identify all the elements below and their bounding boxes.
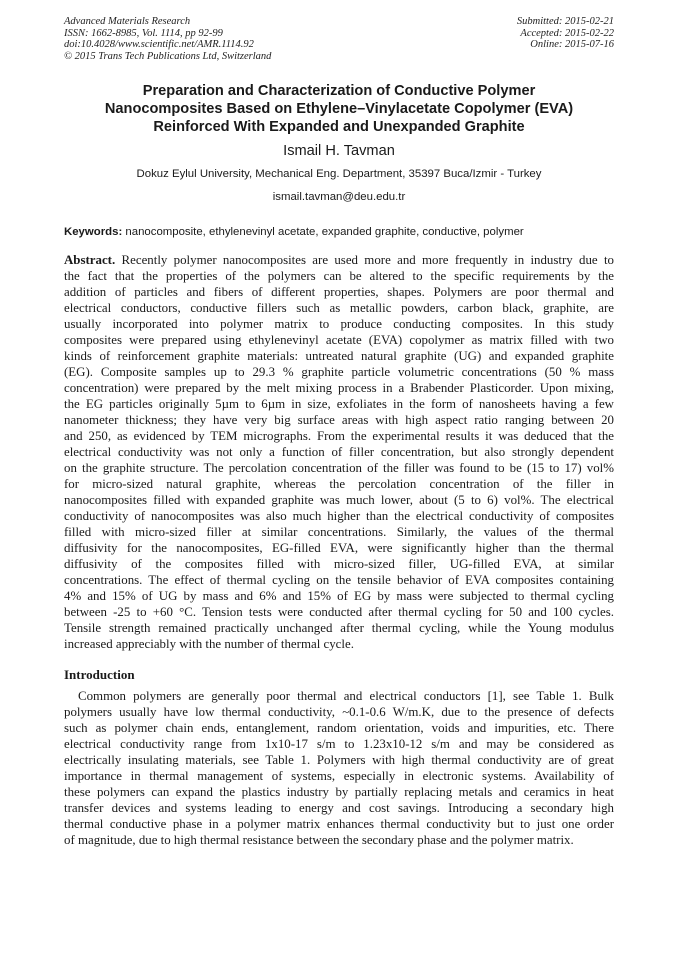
intro-line: such as polymer chain ends, entanglement, random orientation, voids and impurities, etc. There xyxy=(64,721,614,735)
journal-issn: ISSN: 1662-8985, Vol. 1114, pp 92-99 xyxy=(64,27,223,39)
abstract-line: addition of particles and fibers of different properties, shapes. Polymers are poor thermal and xyxy=(64,285,614,299)
abstract-line: between -25 to +60 °C. Tension tests were conducted after thermal cycling for 50 and 100 cycles. xyxy=(64,605,614,619)
intro-line: of magnitude, due to high thermal resistance between the secondary phase and the polymer matrix. xyxy=(64,833,574,847)
title-line: Nanocomposites Based on Ethylene–Vinylacetate Copolymer (EVA) xyxy=(104,101,574,117)
abstract-line: nanocomposites filled with expanded graphite was much lower, about (5 to 6) vol%. The electrical xyxy=(64,493,614,507)
abstract-line: diffusivity for the nanocomposites, EG-filled EVA, were significantly higher than the thermal xyxy=(64,541,614,555)
journal-header xyxy=(64,16,271,62)
intro-line: electrically insulating materials, see Table 1. Polymers with high thermal conductivity are of great xyxy=(64,753,614,767)
abstract-line: 4% and 15% of UG by mass and 6% and 15% of EG by mass were subjected to thermal cycling xyxy=(64,589,614,603)
intro-line: thermal conductive phase in a polymer matrix enhances thermal conductivity but to just one order xyxy=(64,817,614,831)
abstract-line: the EG particles originally 5µm to 6µm in size, exfoliates in the form of nanosheets having a few xyxy=(64,397,614,411)
abstract-line: electrical conductivity was not only a function of filler concentration, but also strongly dependent xyxy=(64,445,614,459)
keywords-label: Keywords: xyxy=(64,226,123,238)
submitted-date: Submitted: 2015-02-21 xyxy=(516,16,614,27)
journal-name: Advanced Materials Research xyxy=(64,16,191,27)
introduction-heading: Introduction xyxy=(64,667,135,682)
abstract-line: (EG). Composite samples up to 29.3 % graphite particle volumetric concentrations (50 % mass xyxy=(64,365,614,379)
introduction-text xyxy=(64,688,614,848)
abstract-label: Abstract. xyxy=(64,253,116,267)
author-email-link[interactable]: ismail.tavman@deu.edu.tr xyxy=(272,191,406,203)
author-email-line xyxy=(40,190,638,204)
accepted-date: Accepted: 2015-02-22 xyxy=(520,27,614,39)
abstract-line: electrical conductors, conductive fillers such as metallic powders, carbon black, graphite, are xyxy=(64,301,614,315)
online-date: Online: 2015-07-16 xyxy=(530,39,614,51)
abstract-line: for micro-sized natural graphite, whereas the percolation concentration of the filler in xyxy=(64,477,614,491)
abstract-line: composites were prepared using ethylenevinyl acetate (EVA) copolymer as matrix filled with two xyxy=(64,333,614,347)
submission-dates xyxy=(517,16,614,51)
title-line: Preparation and Characterization of Conductive Polymer xyxy=(142,83,536,99)
abstract-line: increased appreciably with the number of thermal cycle. xyxy=(64,637,354,651)
abstract-line: concentration) were prepared by the melt mixing process in a Brabender Plasticorder. Upon mixing, xyxy=(64,381,614,395)
intro-line: electrical conductivity range from 1x10-17 s/m to 1.23x10-12 s/m and may be considered as xyxy=(64,737,614,751)
author-affiliation: Dokuz Eylul University, Mechanical Eng. Department, 35397 Buca/Izmir - Turkey xyxy=(136,168,542,180)
journal-doi: doi:10.4028/www.scientific.net/AMR.1114.92 xyxy=(64,39,254,51)
abstract-line: Tensile strength remained practically unchanged after thermal cycling, while the Young modulus xyxy=(64,621,614,635)
abstract-line: filled with micro-sized filler at similar concentrations. Similarly, the values of the thermal xyxy=(64,525,614,539)
abstract-line: Abstract. Recently polymer nanocomposites are used more and more frequently in industry due to xyxy=(64,253,614,267)
keywords-text: nanocomposite, ethylenevinyl acetate, expanded graphite, conductive, polymer xyxy=(125,226,524,238)
paper-title xyxy=(40,82,638,136)
intro-line: Common polymers are generally poor thermal and electrical conductors [1], see Table 1. Bulk xyxy=(78,689,614,703)
title-line: Reinforced With Expanded and Unexpanded Graphite xyxy=(153,119,525,135)
abstract-line: kinds of reinforcement graphite materials: untreated natural graphite (UG) and expanded graphite xyxy=(64,349,614,363)
intro-line: importance in thermal management of systems, especially in electronic systems. Availability of xyxy=(64,769,614,783)
keywords xyxy=(64,225,624,239)
intro-line: polymers usually have low thermal conductivity, ~0.1-0.6 W/m.K, due to the presence of defects xyxy=(64,705,614,719)
abstract-line: the fact that the properties of the polymers can be altered to the specific requirements by the xyxy=(64,269,614,283)
abstract-line: conductivity of nanocomposites was also much higher than the electrical conductivity of composites xyxy=(64,509,614,523)
abstract-line: on the graphite structure. The percolation concentration of the filler was found to be (15 to 17) vol% xyxy=(64,461,614,475)
author-name: Ismail H. Tavman xyxy=(283,143,395,159)
intro-line: transfer devices and systems leading to energy and cost savings. Introducing a secondary high xyxy=(64,801,614,815)
abstract-line: and 250, as evidenced by TEM micrographs. From the experimental results it was deduced that the xyxy=(64,429,614,443)
abstract-line: diffusivity of the composites filled with micro-sized filler, UG-filled EVA, at similar xyxy=(64,557,614,571)
abstract xyxy=(64,252,614,652)
journal-copyright: © 2015 Trans Tech Publications Ltd, Switzerland xyxy=(64,50,272,62)
abstract-line: nanometer thickness; they have very big surface areas with high aspect ratio ranging between 20 xyxy=(64,413,614,427)
abstract-line: usually incorporated into polymer matrix to produce conducting composites. In this study xyxy=(64,317,614,331)
abstract-line: concentrations. The effect of thermal cycling on the tensile behavior of EVA composites containing xyxy=(64,573,614,587)
intro-line: these polymers can expand the plastics industry by partially replacing metals and ceramics in heat xyxy=(64,785,614,799)
